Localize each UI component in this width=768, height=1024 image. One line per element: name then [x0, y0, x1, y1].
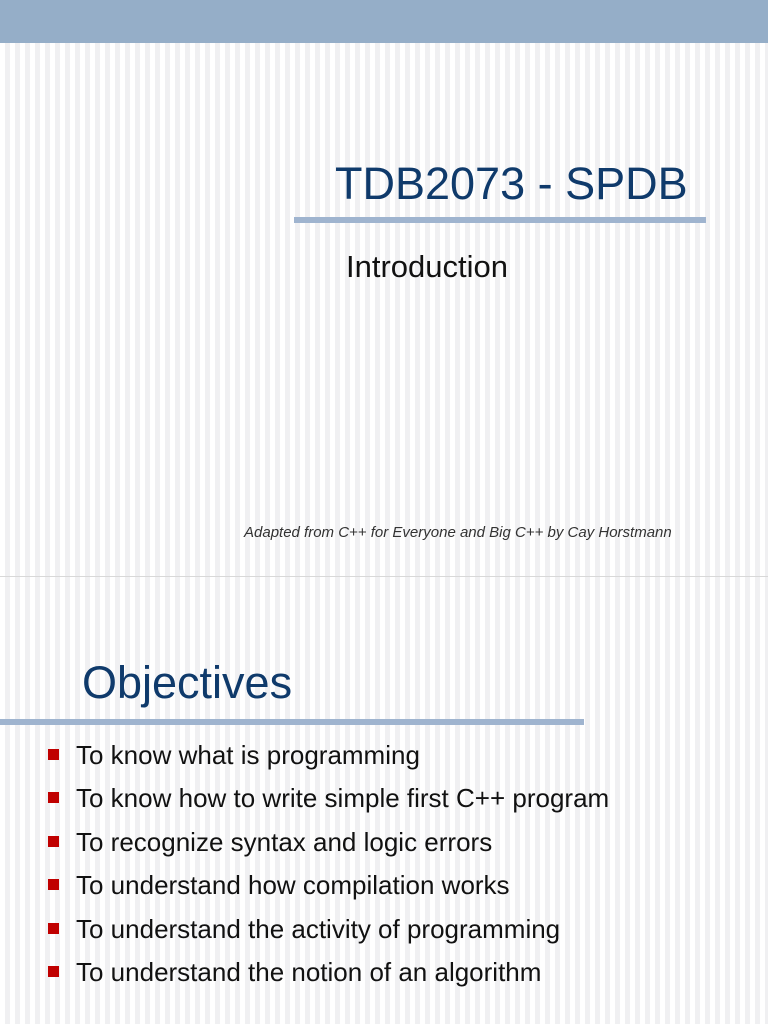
slide-title: TDB2073 - SPDB [335, 158, 688, 209]
square-bullet-icon [48, 966, 59, 977]
top-header-band [0, 0, 768, 43]
source-credit: Adapted from C++ for Everyone and Big C++ by Cay Horstmann [244, 524, 672, 541]
slide-subtitle: Introduction [346, 249, 508, 284]
objectives-title: Objectives [82, 657, 293, 708]
square-bullet-icon [48, 792, 59, 803]
list-item-text: To understand the notion of an algorithm [76, 956, 542, 987]
square-bullet-icon [48, 749, 59, 760]
objectives-slide [0, 577, 768, 1024]
objectives-underline [0, 719, 584, 725]
square-bullet-icon [48, 879, 59, 890]
square-bullet-icon [48, 836, 59, 847]
list-item-text: To understand how compilation works [76, 870, 510, 901]
list-item-text: To recognize syntax and logic errors [76, 826, 493, 857]
list-item-text: To know how to write simple first C++ program [76, 783, 610, 814]
square-bullet-icon [48, 923, 59, 934]
title-underline [294, 217, 706, 223]
list-item-text: To understand the activity of programming [76, 913, 561, 944]
list-item-text: To know what is programming [76, 740, 420, 770]
